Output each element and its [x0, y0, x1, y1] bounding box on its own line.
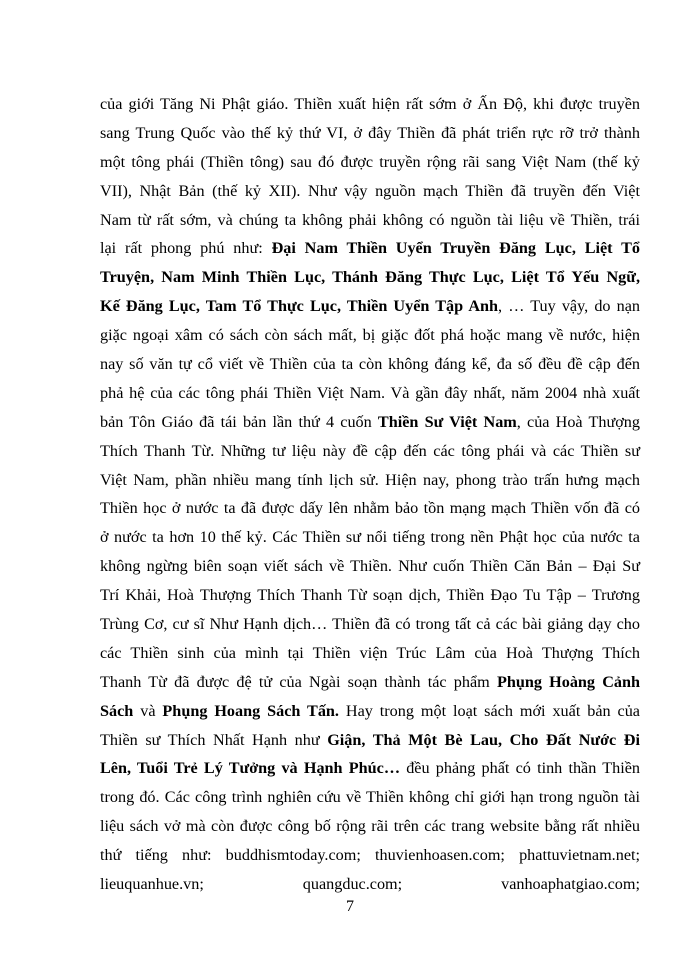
text-segment: thứ tiếng như: buddhismtoday.com; thuvienhoasen.com; phattuvietnam.net; [100, 846, 640, 865]
bold-title-text: Truyện, Nam Minh Thiền Lục, Thánh Đăng Thực Lục, Liệt Tổ Yếu Ngữ, [100, 268, 640, 287]
text-line [100, 148, 640, 177]
text-segment: phả hệ của các tông phái Thiền Việt Nam. Và gần đây nhất, năm 2004 nhà xuất [100, 383, 640, 402]
bold-title-text: Thiền Sư Việt Nam [377, 412, 517, 431]
bold-title-text: Đại Nam Thiền Uyển Truyền Đăng Lục, Liệt Tổ [271, 239, 640, 258]
text-line [100, 841, 640, 870]
text-line [100, 350, 640, 379]
bold-title-text: Phụng Hoàng Cảnh [496, 672, 641, 691]
text-segment: Hay trong một loạt sách mới xuất bản của [338, 701, 640, 720]
text-line [100, 812, 640, 841]
text-line [100, 408, 640, 437]
text-line [100, 783, 640, 812]
text-line [100, 292, 640, 321]
text-line [100, 90, 640, 119]
text-line [100, 263, 640, 292]
text-line [100, 726, 640, 755]
text-line [100, 697, 640, 726]
text-segment: các Thiền sinh của mình tại Thiền viện Trúc Lâm của Hoà Thượng Thích [100, 643, 640, 662]
text-segment: , của Hoà Thượng [516, 412, 640, 431]
text-line [100, 466, 640, 495]
text-line [100, 668, 640, 697]
bold-title-text: Giận, Thả Một Bè Lau, Cho Đất Nước Đi [327, 730, 640, 749]
text-line [100, 379, 640, 408]
text-line [100, 494, 640, 523]
text-line [100, 119, 640, 148]
text-segment: nay số văn tự cổ viết về Thiền của ta còn không đáng kể, đa số đều đề cập đến [100, 355, 640, 374]
text-segment: trong đó. Các công trình nghiên cứu về Thiền không chỉ giới hạn trong nguồn tài [100, 788, 640, 807]
text-segment: ở nước ta hơn 10 thế kỷ. Các Thiền sư nổi tiếng trong nền Phật học của nước ta [100, 528, 640, 547]
text-segment: Nam từ rất sớm, và chúng ta không phải không có nguồn tài liệu về Thiền, trái [100, 210, 640, 229]
text-segment: Thiền sư Thích Nhất Hạnh như [100, 730, 328, 749]
body-text [100, 90, 640, 899]
text-line [100, 552, 640, 581]
text-segment: Trí Khải, Hoà Thượng Thích Thanh Từ soạn dịch, Thiền Đạo Tu Tập – Trương [100, 586, 640, 605]
text-segment: Thiền học ở nước ta đã được dấy lên nhằm bảo tồn mạng mạch Thiền vốn đã có [100, 499, 640, 518]
text-line [100, 581, 640, 610]
bold-title-text: Kế Đăng Lục, Tam Tổ Thực Lục, Thiền Uyển Tập Anh [100, 297, 499, 316]
bold-title-text: Phụng Hoang Sách Tấn. [162, 701, 339, 720]
text-segment: đều phảng phất có tinh thần Thiền [400, 759, 640, 778]
text-segment: lại rất phong phú như: [100, 239, 272, 258]
bold-title-text: Sách [100, 701, 134, 720]
text-segment: Trùng Cơ, cư sĩ Như Hạnh dịch… Thiền đã có trong tất cả các bài giảng dạy cho [100, 615, 640, 634]
text-line [100, 754, 640, 783]
text-line [100, 639, 640, 668]
text-line [100, 234, 640, 263]
bold-title-text: Lên, Tuổi Trẻ Lý Tưởng và Hạnh Phúc… [100, 759, 401, 778]
text-line [100, 437, 640, 466]
text-segment: không ngừng biên soạn viết sách về Thiền. Như cuốn Thiền Căn Bản – Đại Sư [100, 557, 640, 576]
text-segment: một tông phái (Thiền tông) sau đó được truyền rộng rãi sang Việt Nam (thế kỷ [100, 152, 640, 171]
text-segment: của giới Tăng Ni Phật giáo. Thiền xuất hiện rất sớm ở Ấn Độ, khi được truyền [100, 95, 640, 113]
text-line [100, 523, 640, 552]
text-line [100, 177, 640, 206]
text-segment: sang Trung Quốc vào thế kỷ thứ VI, ở đây Thiền đã phát triển rực rỡ trở thành [100, 123, 640, 142]
text-segment: VII), Nhật Bản (thế kỷ XII). Như vậy nguồn mạch Thiền đã truyền đến Việt [100, 181, 640, 200]
text-segment: bản Tôn Giáo đã tái bản lần thứ 4 cuốn [100, 412, 378, 431]
text-line [100, 870, 640, 899]
text-segment: lieuquanhue.vn; quangduc.com; vanhoaphatgiao.com; [100, 875, 640, 894]
text-line [100, 321, 640, 350]
text-line [100, 206, 640, 235]
text-segment: Thanh Từ đã được đệ tử của Ngài soạn thành tác phẩm [100, 672, 497, 691]
text-segment: liệu sách vở mà còn được công bố rộng rãi trên các trang website bằng rất nhiều [100, 817, 640, 836]
text-segment: Việt Nam, phần nhiều mang tính lịch sử. Hiện nay, phong trào trấn hưng mạch [100, 470, 640, 489]
text-segment: , … Tuy vậy, do nạn [498, 297, 640, 316]
text-segment: và [133, 701, 163, 720]
text-segment: giặc ngoại xâm có sách còn sách mất, bị giặc đốt phá hoặc mang về nước, hiện [100, 326, 640, 345]
page-number: 7 [346, 898, 354, 915]
text-line [100, 610, 640, 639]
text-segment: Thích Thanh Từ. Những tư liệu này đề cập đến các tông phái và các Thiền sư [100, 441, 640, 460]
